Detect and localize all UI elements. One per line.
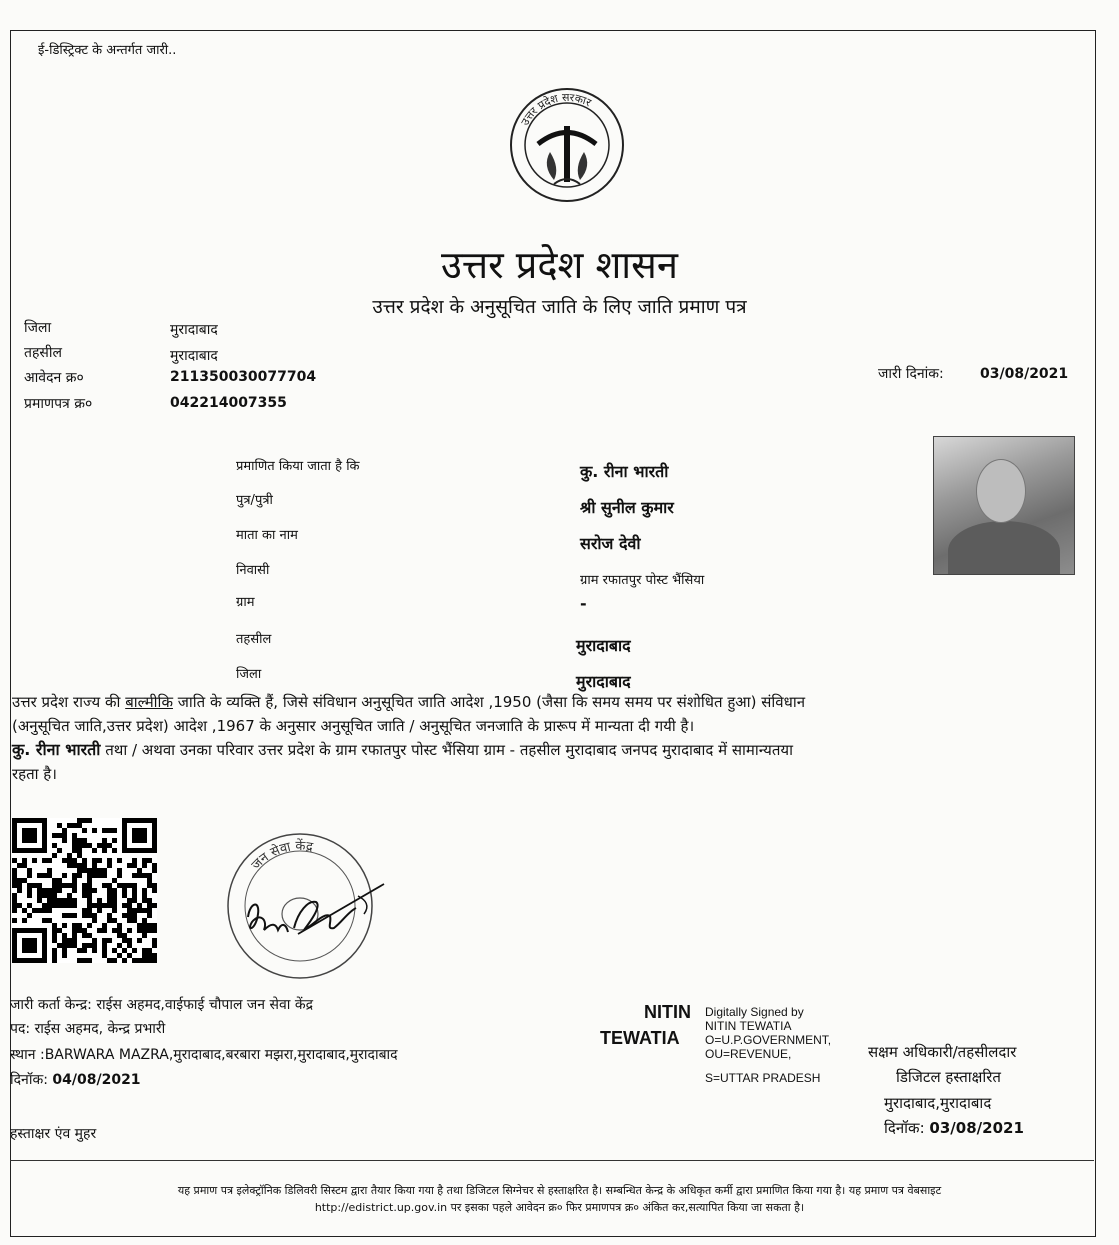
detail-label-tehsil: तहसील [236,632,272,647]
digital-signature-line-5: S=UTTAR PRADESH [705,1071,821,1085]
digital-signature-line-1: Digitally Signed by [705,1005,804,1019]
statement-part-2: (अनुसूचित जाति,उत्तर प्रदेश) आदेश ,1967 के अनुसार अनुसूचित जाति / अनुसूचित जनजाति के प्रारूप में मान्यता दी गयी है। [12,717,695,735]
resident-address: ग्राम रफातपुर पोस्ट भैंसिया [580,573,705,588]
certificate-number: 042214007355 [170,395,287,411]
district-label: जिला [24,320,52,336]
digital-signature-line-3: O=U.P.GOVERNMENT, [705,1033,832,1047]
district-value: मुरादाबाद [170,322,218,338]
tehsil-label: तहसील [24,345,62,361]
certificate-subtitle: उत्तर प्रदेश के अनुसूचित जाति के लिए जाति प्रमाण पत्र [372,296,747,318]
detail-district-value: मुरादाबाद [576,672,631,691]
footer-line-2-text: पर इसका पहले आवेदन क्र० फिर प्रमाणपत्र क्र० अंकित कर,सत्यापित किया जा सकता है। [447,1201,805,1214]
digital-signature-line-2: NITIN TEWATIA [705,1019,792,1033]
statement-part-1: उत्तर प्रदेश राज्य की [12,693,126,711]
officer-title: सक्षम अधिकारी/तहसीलदार [868,1043,1017,1061]
issuer-place-value: BARWARA MAZRA,मुरादाबाद,बरबारा मझरा,मुरादाबाद,मुरादाबाद [44,1047,398,1063]
digital-signer-name-line2: TEWATIA [600,1028,680,1048]
detail-tehsil-value: मुरादाबाद [576,636,631,655]
qr-code-icon [12,818,157,963]
issuer-post-value: राईस अहमद, केन्द्र प्रभारी [34,1021,166,1037]
tehsil-value: मुरादाबाद [170,348,218,364]
issuer-centre-row [10,995,313,1014]
detail-label-village: ग्राम [236,595,255,610]
up-government-emblem-icon [498,86,636,204]
page-title: उत्तर प्रदेश शासन [441,243,678,287]
certificate-label: प्रमाणपत्र क्र० [24,396,93,412]
svg-text:उत्तर प्रदेश सरकार [518,91,593,128]
footer-divider [10,1160,1094,1161]
mother-name: सरोज देवी [580,534,641,553]
detail-label-son-daughter: पुत्र/पुत्री [236,493,273,508]
officer-date-value: 03/08/2021 [929,1119,1024,1137]
father-name: श्री सुनील कुमार [580,498,674,517]
detail-label-resident: निवासी [236,563,270,578]
detail-label-mother: माता का नाम [236,528,298,543]
issuer-centre-label: जारी कर्ता केन्द्र: [10,997,92,1013]
sign-and-seal-label: हस्ताक्षर एंव मुहर [10,1126,97,1142]
issuer-place-row [10,1045,398,1064]
issue-date-value: 03/08/2021 [980,366,1069,382]
application-label: आवेदन क्र० [24,370,84,386]
footer-line-2 [0,1200,1119,1215]
detail-label-certified: प्रमाणित किया जाता है कि [236,459,360,474]
certificate-statement [12,690,1082,786]
application-number: 211350030077704 [170,369,317,385]
issuer-date-label: दिनॉक: [10,1072,48,1088]
issuer-centre-value: राईस अहमद,वाईफाई चौपाल जन सेवा केंद्र [96,997,314,1013]
officer-place: मुरादाबाद,मुरादाबाद [884,1094,992,1112]
statement-part-3: तथा / अथवा उनका परिवार उत्तर प्रदेश के ग्राम रफातपुर पोस्ट भैंसिया ग्राम - तहसील मुरादाबाद जनपद मुरादाबाद में सामान्यतया [100,741,793,759]
issuer-post-label: पद: [10,1021,31,1037]
statement-applicant-name: कु. रीना भारती [12,740,101,759]
statement-part-1b: जाति के व्यक्ति हैं, जिसे संविधान अनुसूचित जाति आदेश ,1950 (जैसा कि समय समय पर संशोधित हुआ) संविधान [172,693,806,711]
issuer-date-value: 04/08/2021 [52,1072,141,1088]
digital-signature-details [705,1005,831,1085]
handwritten-signature [238,872,388,952]
statement-part-4: रहता है। [12,765,57,783]
svg-text:जन सेवा केंद्र [249,838,315,873]
village-value: - [580,594,587,613]
officer-digital-signed: डिजिटल हस्ताक्षरित [896,1068,1001,1086]
officer-date-label: दिनॉक: [884,1119,925,1137]
footer-line-1: यह प्रमाण पत्र इलेक्ट्रॉनिक डिलिवरी सिस्टम द्वारा तैयार किया गया है तथा डिजिटल सिग्नेचर से हस्ताक्षरित है। सम्बन्धित केन्द्र के अधिकृत कर्मी द्वारा प्रमाणित किया गया है। यह प्रमाण पत्र वेबसाइट [177,1184,942,1197]
digital-signer-name-line1: NITIN [644,1002,691,1022]
verification-url: http://edistrict.up.gov.in [314,1201,448,1214]
officer-date-row [884,1118,1024,1138]
issuer-place-label: स्थान : [10,1047,45,1063]
seal-text: जन सेवा केंद्र [248,838,314,873]
emblem-text: उत्तर प्रदेश सरकार [518,90,594,128]
issuer-date-row [10,1070,141,1089]
digital-signature-line-4: OU=REVENUE, [705,1047,792,1061]
caste-name: बाल्मीकि [125,693,173,711]
applicant-photo [933,436,1075,575]
top-note: ई-डिस्ट्रिक्ट के अन्तर्गत जारी.. [38,43,177,58]
applicant-name: कु. रीना भारती [580,462,669,481]
issue-date-label: जारी दिनांक: [878,366,944,382]
issuer-post-row [10,1019,165,1038]
detail-label-district: जिला [236,667,262,682]
